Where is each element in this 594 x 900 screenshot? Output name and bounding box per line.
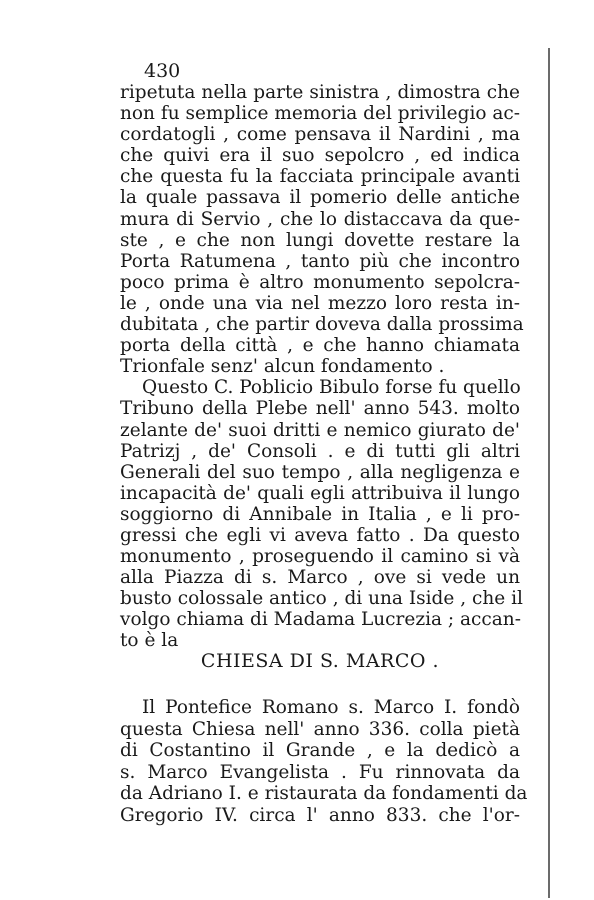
text-line: Patrizj , de' Consoli . e di tutti gli altri xyxy=(120,440,520,462)
text-line: volgo chiama di Madama Lucrezia ; accan- xyxy=(120,609,521,631)
text-line: Trionfale senz' alcun fondamento . xyxy=(120,356,445,378)
text-line: to è la xyxy=(120,630,179,652)
page-fold-line xyxy=(548,48,550,898)
text-line: questa Chiesa nell' anno 336. colla pietà xyxy=(120,718,520,740)
text-line: zelante de' suoi dritti e nemico giurato de' xyxy=(120,419,520,441)
body-text-section xyxy=(120,697,528,826)
text-line: alla Piazza di s. Marco , ove si vede un xyxy=(120,567,520,589)
text-line: gressi che egli vi aveva fatto . Da questo xyxy=(120,524,520,546)
text-line: s. Marco Evangelista . Fu rinnovata da xyxy=(120,761,520,783)
text-line: che questa fu la facciata principale avanti xyxy=(120,166,520,188)
text-line: Gregorio IV. circa l' anno 833. che l'or- xyxy=(120,804,520,826)
text-line: porta della città , e che hanno chiamata xyxy=(120,335,520,357)
text-line: Il Pontefice Romano s. Marco I. fondò xyxy=(142,697,520,718)
text-line: cordatogli , come pensava il Nardini , ma xyxy=(120,124,520,146)
text-line: busto colossale antico , di una Iside , che il xyxy=(120,588,523,610)
text-line: ripetuta nella parte sinistra , dimostra che xyxy=(120,82,520,103)
page-number: 430 xyxy=(144,60,181,82)
section-heading: CHIESA DI S. MARCO . xyxy=(200,650,440,672)
text-line: Tribuno della Plebe nell' anno 543. molto xyxy=(120,398,520,420)
paragraph-2 xyxy=(120,377,523,652)
text-line: ste , e che non lungi dovette restare la xyxy=(120,229,520,251)
text-line: la quale passava il pomerio delle antiche xyxy=(120,187,520,209)
text-line: dubitata , che partir doveva dalla prossima xyxy=(120,314,524,336)
paragraph-1 xyxy=(120,82,524,378)
text-line: di Costantino il Grande , e la dedicò a xyxy=(120,740,520,761)
paragraph-3 xyxy=(120,697,528,826)
text-line: mura di Servio , che lo distaccava da que- xyxy=(120,208,520,230)
text-line: che quivi era il suo sepolcro , ed indica xyxy=(120,145,520,167)
text-line: Generali del suo tempo , alla negligenza e xyxy=(120,461,520,483)
text-line: da Adriano I. e ristaurata da fondamenti da xyxy=(120,783,528,804)
text-line: incapacità de' quali egli attribuiva il lungo xyxy=(120,482,520,504)
text-line: le , onde una via nel mezzo loro resta in- xyxy=(120,292,520,314)
text-line: poco prima è altro monumento sepolcra- xyxy=(120,271,520,293)
text-line: Porta Ratumena , tanto più che incontro xyxy=(120,250,520,272)
body-text xyxy=(120,82,524,652)
text-line: non fu semplice memoria del privilegio ac- xyxy=(120,103,521,125)
text-line: monumento , proseguendo il camino si và xyxy=(120,546,520,568)
text-line: Questo C. Poblicio Bibulo forse fu quello xyxy=(142,377,521,399)
text-line: soggiorno di Annibale in Italia , e li pro- xyxy=(120,503,520,525)
